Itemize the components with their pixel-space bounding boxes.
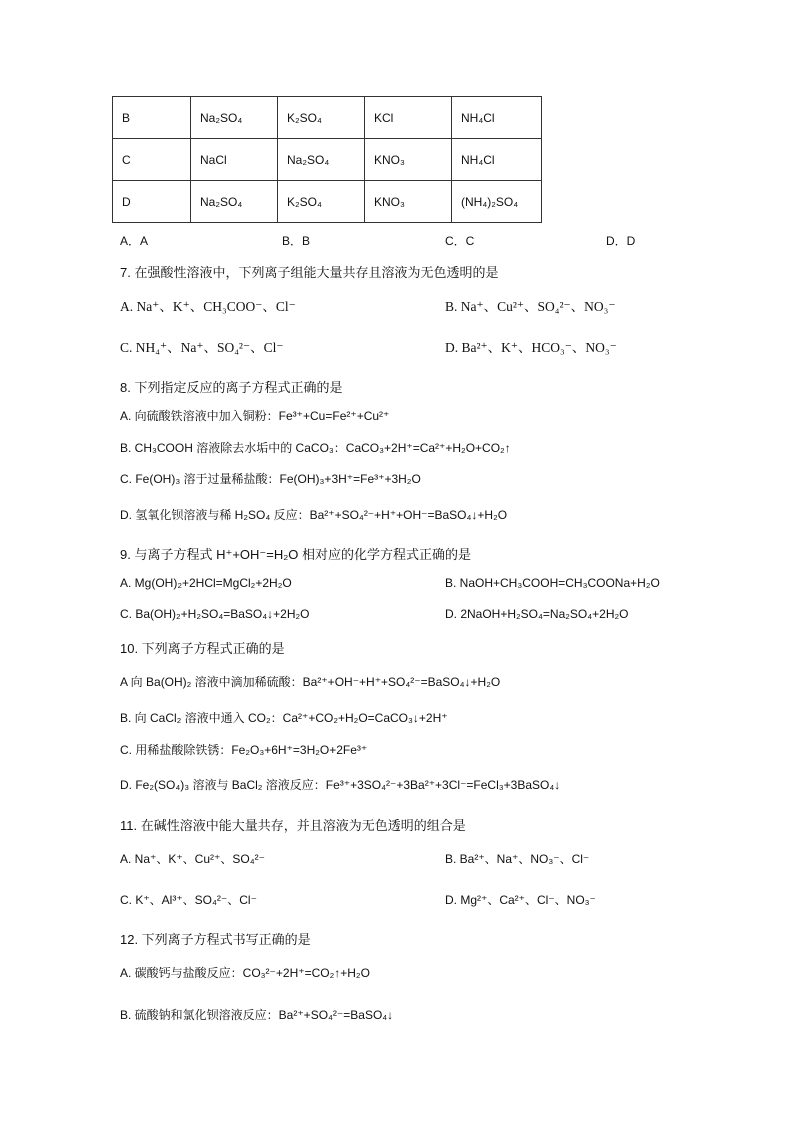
table-cell: D	[113, 181, 191, 223]
table-row	[113, 181, 542, 223]
table-cell: Na₂SO₄	[278, 139, 365, 181]
q9-option-b: B. NaOH+CH₃COOH=CH₃COONa+H₂O	[445, 576, 660, 590]
q11-option-b: B. Ba²⁺、Na⁺、NO₃⁻、Cl⁻	[445, 852, 590, 866]
q9-option-c: C. Ba(OH)₂+H₂SO₄=BaSO₄↓+2H₂O	[120, 607, 310, 621]
q12-stem: 12. 下列离子方程式书写正确的是	[120, 932, 311, 947]
q12-option-a: A. 碳酸钙与盐酸反应：CO₃²⁻+2H⁺=CO₂↑+H₂O	[120, 966, 370, 980]
q6-option-a: A．A	[120, 234, 149, 248]
q6-option-d: D．D	[606, 234, 636, 248]
table-cell: NaCl	[191, 139, 278, 181]
table-row	[113, 139, 542, 181]
table-cell: NH₄Cl	[452, 139, 542, 181]
q10-option-c: C. 用稀盐酸除铁锈：Fe₂O₃+6H⁺=3H₂O+2Fe³⁺	[120, 743, 368, 757]
q6-option-c: C．C	[445, 234, 475, 248]
table-cell: B	[113, 97, 191, 139]
q11-stem: 11. 在碱性溶液中能大量共存，并且溶液为无色透明的组合是	[120, 818, 466, 833]
table-cell: K₂SO₄	[278, 181, 365, 223]
table-cell: NH₄Cl	[452, 97, 542, 139]
table-cell: KCl	[365, 97, 452, 139]
table-cell: KNO₃	[365, 139, 452, 181]
q9-option-a: A. Mg(OH)₂+2HCl=MgCl₂+2H₂O	[120, 576, 292, 590]
q8-option-b: B. CH₃COOH 溶液除去水垢中的 CaCO₃：CaCO₃+2H⁺=Ca²⁺+H₂O+CO₂↑	[120, 441, 511, 455]
table-cell: K₂SO₄	[278, 97, 365, 139]
q11-option-c: C. K⁺、Al³⁺、SO₄²⁻、Cl⁻	[120, 893, 257, 907]
q7-option-b: B. Na⁺、Cu²⁺、SO₄²⁻、NO₃⁻	[445, 299, 616, 314]
q7-option-c: C. NH₄⁺、Na⁺、SO₄²⁻、Cl⁻	[120, 340, 284, 355]
q6-option-b: B．B	[282, 234, 311, 248]
table-cell: Na₂SO₄	[191, 97, 278, 139]
table-cell: Na₂SO₄	[191, 181, 278, 223]
q7-stem: 7. 在强酸性溶液中，下列离子组能大量共存且溶液为无色透明的是	[120, 265, 499, 280]
q11-option-d: D. Mg²⁺、Ca²⁺、Cl⁻、NO₃⁻	[445, 893, 596, 907]
q9-option-d: D. 2NaOH+H₂SO₄=Na₂SO₄+2H₂O	[445, 607, 629, 621]
q8-option-c: C. Fe(OH)₃ 溶于过量稀盐酸：Fe(OH)₃+3H⁺=Fe³⁺+3H₂O	[120, 472, 421, 486]
answer-options-table	[112, 96, 542, 223]
q10-option-d: D. Fe₂(SO₄)₃ 溶液与 BaCl₂ 溶液反应：Fe³⁺+3SO₄²⁻+3Ba²⁺+3Cl⁻=FeCl₃+3BaSO₄↓	[120, 778, 561, 792]
table-cell: C	[113, 139, 191, 181]
q9-stem: 9. 与离子方程式 H⁺+OH⁻=H₂O 相对应的化学方程式正确的是	[120, 547, 472, 562]
table-cell: KNO₃	[365, 181, 452, 223]
q8-option-a: A. 向硫酸铁溶液中加入铜粉：Fe³⁺+Cu=Fe²⁺+Cu²⁺	[120, 409, 390, 423]
q10-option-b: B. 向 CaCl₂ 溶液中通入 CO₂：Ca²⁺+CO₂+H₂O=CaCO₃↓+2H⁺	[120, 711, 448, 725]
q7-option-d: D. Ba²⁺、K⁺、HCO₃⁻、NO₃⁻	[445, 340, 617, 355]
q7-option-a: A. Na⁺、K⁺、CH₃COO⁻、Cl⁻	[120, 299, 296, 314]
q8-option-d: D. 氢氧化钡溶液与稀 H₂SO₄ 反应：Ba²⁺+SO₄²⁻+H⁺+OH⁻=BaSO₄↓+H₂O	[120, 508, 508, 522]
q10-stem: 10. 下列离子方程式正确的是	[120, 641, 285, 656]
q12-option-b: B. 硫酸钠和氯化钡溶液反应：Ba²⁺+SO₄²⁻=BaSO₄↓	[120, 1008, 394, 1022]
q11-option-a: A. Na⁺、K⁺、Cu²⁺、SO₄²⁻	[120, 852, 265, 866]
q10-option-a: A 向 Ba(OH)₂ 溶液中滴加稀硫酸：Ba²⁺+OH⁻+H⁺+SO₄²⁻=BaSO₄↓+H₂O	[120, 675, 501, 689]
q8-stem: 8. 下列指定反应的离子方程式正确的是	[120, 380, 343, 395]
table-cell: (NH₄)₂SO₄	[452, 181, 542, 223]
table-row	[113, 97, 542, 139]
